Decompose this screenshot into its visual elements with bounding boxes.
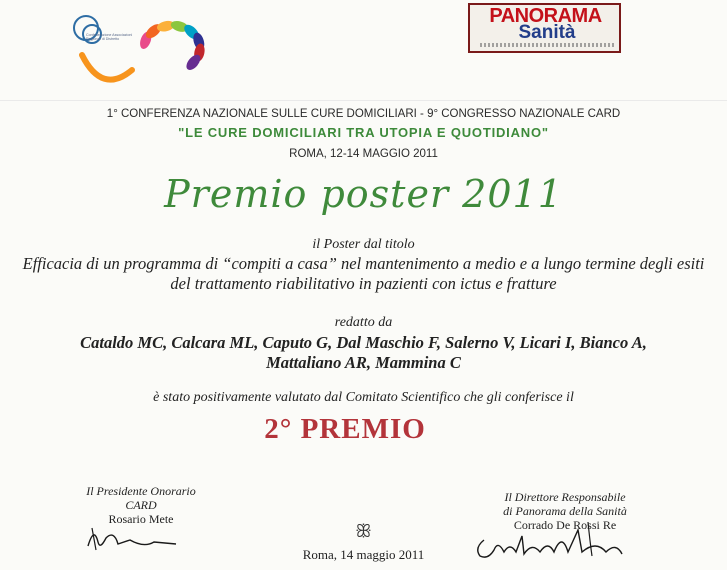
prize-label: 2° PREMIO [264,413,426,445]
panorama-tagline [480,43,614,47]
panorama-sanita-logo [468,3,621,53]
poster-intro: il Poster dal titolo [312,237,415,252]
written-by-label: redatto da [334,315,393,330]
author-list [0,333,727,373]
conference-subtitle: "LE CURE DOMICILIARI TRA UTOPIA E QUOTIDIANO" [178,125,549,140]
footer-date: Roma, 14 maggio 2011 [302,547,425,562]
right-signer-name: Corrado De Rossi Re [513,518,617,532]
panorama-wordmark: PANORAMA [489,5,602,27]
poster-title-line-2: del trattamento riabilitativo in pazienti con ictus e fratture [170,274,557,293]
card-logo [62,0,232,88]
logo-swoosh [82,55,132,80]
ornament-icon: ꕥ [355,521,372,541]
conference-date-place: ROMA, 12-14 MAGGIO 2011 [289,148,438,160]
poster-title [0,254,727,294]
right-signer-role: Il Direttore Responsabile [504,490,626,504]
left-signer-org: CARD [125,498,157,512]
right-signer-org: di Panorama della Sanità [503,504,627,518]
left-signer-role: Il Presidente Onorario [86,484,196,498]
card-logo-text: Confederazione Associazioni Regionali di Distretto [86,33,133,42]
award-statement: è stato positivamente valutato dal Comitato Scientifico che gli conferisce il [153,390,574,405]
sanita-wordmark: Sanità [518,22,576,43]
header-divider [0,100,727,101]
left-signer-name: Rosario Mete [108,512,174,526]
authors-line-2: Mattaliano AR, Mammina C [266,353,461,372]
authors-line-1: Cataldo MC, Calcara ML, Caputo G, Dal Maschio F, Salerno V, Licari I, Bianco A, [80,333,647,352]
conference-line: 1° CONFERENZA NAZIONALE SULLE CURE DOMICILIARI - 9° CONGRESSO NAZIONALE CARD [106,108,621,120]
poster-title-line-1: Efficacia di un programma di “compiti a casa” nel mantenimento a medio e a lungo termine degli esiti [22,254,705,273]
award-title: Premio poster 2011 [164,172,563,216]
